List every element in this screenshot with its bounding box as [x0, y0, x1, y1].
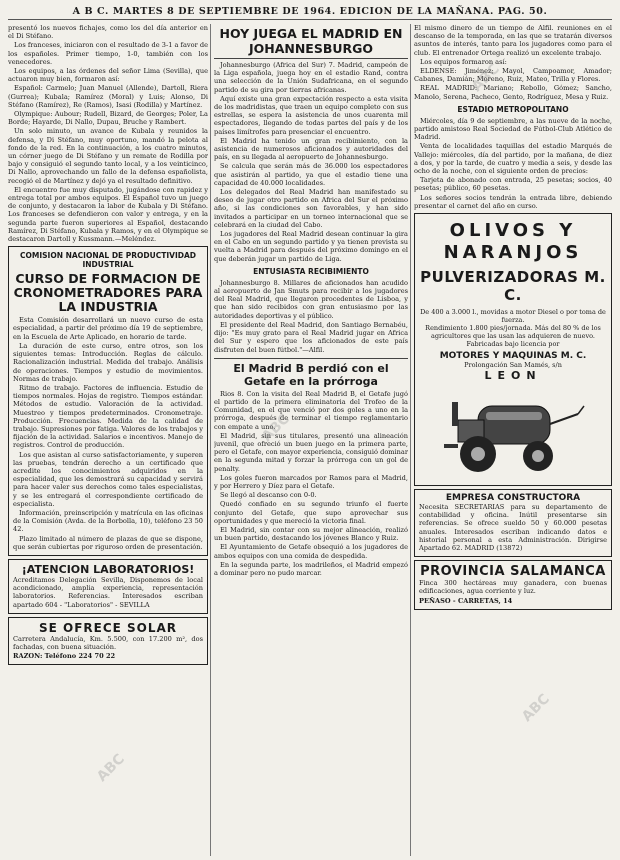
comision-paragraph: Ritmo de trabajo. Factores de influencia. Estudio de tiempos normales. Hojas de registro. Tiempos estándar. Métodos de estudio. Valoración de la actividad. Muestreo y tiempos predeterminados. Cronometraje. Producción. Frecuencias. Medida de la calidad de trabajo. Supresiones por fatiga. Valores de los trabajos y fijación de la actividad. Salarios e incentivos. Manejo de registros. Control de producción. — [13, 383, 203, 450]
leon-title: LEON — [484, 369, 542, 383]
article-paragraph: Se llegó al descanso con 0-0. — [220, 491, 317, 500]
article-paragraph: Un solo minuto, un avance de Kubala y reunidos la defensa, y Di Stéfano, muy oportuno, mandó la pelota al fondo de la red. En la continuación, a los cuatro minutos, un córner juego de Di Stéfano y un remate de Rodilla por bajo y consiguió el segundo tanto local, y a los veinticinco, Di Nallo, aprovechando un fallo de la defensa españolista, recogió el de Martínez y dejó ya el resultado definitivo. — [8, 127, 208, 185]
headline-madrid-b: El Madrid B perdió con el Getafe en la prórroga — [214, 358, 408, 388]
watermark: ABC — [258, 411, 293, 445]
comision-header: COMISION NACIONAL DE PRODUCTIVIDAD INDUSTRIAL — [20, 251, 196, 270]
article-paragraph: Venta de localidades taquillas del estadio Marqués de Vallejo: miércoles, día del partido, por la mañana, de diez a dos, y por la tarde, de cuatro y media a seis, y desde las ocho de la noche, con el siguiente orden de precios: — [414, 142, 612, 176]
motores-title: MOTORES Y MAQUINAS M. C. — [439, 351, 587, 362]
laboratorios-text: Acreditamos Delegación Sevilla, Disponemos de local acondicionado, amplia experiencia, representación laboratorios. Referencias. Interesados escriban apartado 604 - "Laboratorios" - SEVILLA — [13, 575, 203, 609]
article-paragraph: Los equipos, a las órdenes del señor Lima (Sevilla), que actuaron muy bien, formaron así: — [8, 67, 208, 84]
article-paragraph: presentó los nuevos fichajes, como los del día anterior en el Di Stéfano. — [8, 24, 208, 41]
subhead-estadio: ESTADIO METROPOLITANO — [457, 104, 569, 114]
olivos-addr: Prolongación San Mamés, s/n — [464, 361, 562, 370]
article-paragraph: El Madrid, sin contar con su mejor alineación, realizó un buen partido, destacando los jóvenes Blanco y Ruiz. — [214, 525, 408, 543]
article-paragraph: Johannesburgo 8. Millares de aficionados han acudido al aeropuerto de Jan Smuts para recibir a los jugadores del Real Madrid, que llegaron procedentes de Lisboa, y que han sido recibidos con gran entusiasmo por las autoridades deportivas y el público. — [214, 278, 408, 320]
solar-title: SE OFRECE SOLAR — [38, 620, 178, 635]
comision-ad — [8, 246, 208, 556]
comision-paragraph: Plazo limitado al número de plazas de que se dispone, que serán cubiertas por riguroso orden de presentación. — [13, 534, 203, 551]
provincia-title: PROVINCIA SALAMANCA — [420, 564, 606, 580]
article-paragraph: Los equipos formaron así: — [420, 57, 507, 66]
article-paragraph: Los goles fueron marcados por Ramos para el Madrid, y por Herrero y Díez para el Getafe. — [214, 473, 408, 490]
watermark: ABC — [93, 751, 128, 785]
olivos-title: OLIVOS Y NARANJOS — [443, 220, 583, 264]
laboratorios-title: ¡ATENCION LABORATORIOS! — [21, 562, 195, 576]
article-paragraph: El mismo dinero de un tiempo de Alfil. reuniones en el descanso de la temporada, en las que se tratarán diversos asuntos de interés, tanto para los jugadores como para el club. El entrenador Ortega realizó un excelente trabajo. — [414, 24, 612, 57]
provincia-contact: PEÑASO - CARRETAS, 14 — [419, 596, 513, 605]
article-paragraph: Se calcula que serán más de 36.000 los espectadores que asistirán al partido, ya que el estadio tiene una capacidad de 40.000 localidades. — [214, 162, 408, 187]
pulverizadoras-title: PULVERIZADORAS M. C. — [420, 268, 606, 305]
column-right — [414, 24, 612, 856]
comision-paragraph: La duración de este curso, entre otros, son los siguientes temas: Introducción. Reglas de cálculo. Racionalización industrial. Medida del trabajo. Análisis de operaciones. Tiempos y estudio de movimientos. Normas de trabajo. — [13, 341, 203, 383]
article-paragraph: Tarjeta de abonado con entrada, 25 pesetas; socios, 40 pesetas; público, 60 pesetas. — [414, 176, 612, 193]
article-paragraph: Los señores socios tendrán la entrada libre, debiendo presentar el carnet del año en curso. — [414, 193, 612, 210]
empresa-text: Necesita SECRETARIAS para su departamento de contabilidad y oficina. Inútil presentarse sin referencias. Se ofrece sueldo 50 y 60.000 pesetas anuales. Interesados escriban indicando datos e historial personal a esta Administración. Dirigirse Apartado 62. MADRID (13872) — [419, 503, 607, 553]
article-paragraph: Quedó confiado en su segundo triunfo el fuerte conjunto del Getafe, que supo aprovechar sus oportunidades y que mereció la victoria final. — [214, 500, 408, 525]
comision-paragraph: Esta Comisión desarrollará un nuevo curso de esta especialidad, a partir del próximo día 19 de septiembre, en la Escuela de Arte Aplicado, en horario de tarde. — [13, 316, 203, 341]
column-left — [8, 24, 208, 856]
article-paragraph: El Madrid ha tenido un gran recibimiento, con la asistencia de numerosos aficionados y autoridades del país, en su llegada al aeropuerto de Johannesburgo. — [214, 136, 408, 162]
article-paragraph: El Ayuntamiento de Getafe obsequió a los jugadores de ambos equipos con una comida de despedida. — [214, 543, 408, 560]
empresa-title: EMPRESA CONSTRUCTORA — [445, 493, 581, 504]
column-rule — [210, 24, 211, 856]
article-paragraph: Olympique: Aubour; Rudell, Bizard, de Georges; Poler, La Borde; Hayarde, Di Nallo, Dupau, Bruche y Rambert. — [8, 110, 208, 127]
sprayer-vehicle-icon — [438, 384, 588, 479]
olivos-fab: Fabricadas bajo licencia por — [466, 340, 560, 349]
watermark: ABC — [518, 691, 553, 725]
provincia-text: Finca 300 hectáreas muy ganadera, con buenas edificaciones, agua corriente y luz. — [419, 579, 607, 596]
article-paragraph: El encuentro fue muy disputado, jugándose con rapidez y entrega total por ambos equipos. El Español tuvo un juego de conjunto, y destacaron la labor de Kubala y Di Stéfano. Los franceses se defendieron con valor y entrega, y en la segunda parte fueron superiores al Español, destacando Ramírez, Di Stéfano, Kubala y Ramos, y en el Olympique se destacaron Dartoll y Kussmann.—Meléndez. — [8, 185, 208, 244]
subhead-recibimiento: ENTUSIASTA RECIBIMIENTO — [253, 266, 369, 276]
provincia-ad — [414, 560, 612, 610]
watermark: ABC — [468, 61, 503, 95]
article-paragraph: En la segunda parte, los madrileños, el Madrid empezó a dominar pero no pudo marcar. — [214, 560, 408, 577]
article-paragraph: Johannesburgo (Africa del Sur) 7. Madrid, campeón de la Liga española, juega hoy en el estadio Rand, contra una selección de la Unión Sudafricana, en el segundo partido de su gira por tierras africanas. — [214, 61, 408, 94]
column-middle — [214, 24, 408, 856]
solar-text: Carretera Andalucía, Km. 5.500, con 17.200 m², dos fachadas, con buena situación. — [13, 634, 203, 651]
article-paragraph: Los franceses, iniciaron con el resultado de 3-1 a favor de los españoles. Primer tiempo, 1-0, también con los venecedores. — [8, 41, 208, 66]
headline-madrid: HOY JUEGA EL MADRID EN JOHANNESBURGO — [214, 26, 408, 59]
solar-razon: RAZON: Teléfono 224 70 22 — [13, 652, 116, 661]
article-paragraph: ELDENSE: Jiménez; Mayol, Campoamor, Amador; Cabanes, Damián; Moreno, Ruiz, Mateo, Trilla y Flores. — [414, 67, 612, 84]
laboratorios-ad — [8, 559, 208, 614]
olivos-desc: De 400 a 3.000 l., movidas a motor Diesel o por toma de fuerza. — [420, 308, 606, 325]
olivos-ad — [414, 213, 612, 486]
comision-paragraph: Los que asistan al curso satisfactoriamente, y superen las pruebas, tendrán derecho a un certificado que acredite los conocimientos adquiridos en la especialidad, que les demostrará su capacidad y servirá para hacer valer sus derechos como tales especialistas, y se les entregará el correspondiente certificado de especialista. — [13, 450, 203, 508]
article-paragraph: REAL MADRID: Mariano; Rebollo, Gómez; Sancho, Manolo, Serena, Pacheco, Gento, Rodríguez, Mesa y Ruiz. — [414, 84, 612, 101]
empresa-ad — [414, 489, 612, 557]
olivos-rend: Rendimiento 1.800 pies/jornada. Más del 80 % de los agricultores que las usan las adquieren de nuevo. — [425, 324, 601, 341]
article-paragraph: Miércoles, día 9 de septiembre, a las nueve de la noche, partido amistoso Real Sociedad de Fútbol-Club Atlético de Madrid. — [414, 116, 612, 142]
solar-ad — [8, 617, 208, 666]
article-paragraph: Los delegados del Real Madrid han manifestado su deseo de jugar otro partido en Africa del Sur el próximo año, si las condiciones son favorables, y han sido invitados a participar en un torneo internacional que se celebrará en la ciudad del Cabo. — [214, 188, 408, 229]
comision-title: CURSO DE FORMACION DE CRONOMETRADORES PARA LA INDUSTRIA — [13, 271, 203, 315]
article-paragraph: Español: Carmelo; Juan Manuel (Allende), Dartoll, Riera (Gurrea); Kubala; Ramírez (Moral) y Luis; Alonso, Di Stéfano (Ramírez), Re (Ramos), Isasi (Rodilla) y Martínez. — [8, 84, 208, 109]
article-paragraph: El Madrid, sin sus titulares, presentó una alineación juvenil, que ofreció un buen juego en la primera parte, pero el Getafe, con mayor experiencia, consiguió dominar en la segunda mitad y forzar la prórroga con un gol de penalty. — [214, 431, 408, 473]
article-paragraph: Los jugadores del Real Madrid desean continuar la gira en el Cabo en un segundo partido y ya tienen prevista su vuelta a Madrid para después del próximo domingo en el que deberán jugar un partido de Liga. — [214, 230, 408, 263]
running-head: A B C. MARTES 8 DE SEPTIEMBRE DE 1964. EDICION DE LA MAÑANA. PAG. 50. — [8, 6, 612, 20]
article-paragraph: Rios 8. Con la visita del Real Madrid B, el Getafe jugó el partido de la primera eliminatoria del Trofeo de la Comunidad, en el que venció por dos goles a uno en la prórroga, después de terminar el tiempo reglamentario con empate a uno. — [214, 389, 408, 431]
column-rule — [410, 24, 411, 856]
article-paragraph: Aquí existe una gran expectación respecto a esta visita de los madridistas, que traen un equipo completo con sus estrellas, se espera la asistencia de unos cuarenta mil espectadores, llegando de todas partes del país y de los países limítrofes para presenciar el encuentro. — [214, 94, 408, 136]
comision-paragraph: Información, preinscripción y matrícula en las oficinas de la Comisión (Avda. de la Borbolla, 10), teléfono 23 50 42. — [13, 508, 203, 534]
article-paragraph: El presidente del Real Madrid, don Santiago Bernabéu, dijo: "Es muy grato para el Real Madrid jugar en Africa del Sur y espero que los aficionados de este país disfruten del buen fútbol."—Alfil. — [214, 320, 408, 354]
